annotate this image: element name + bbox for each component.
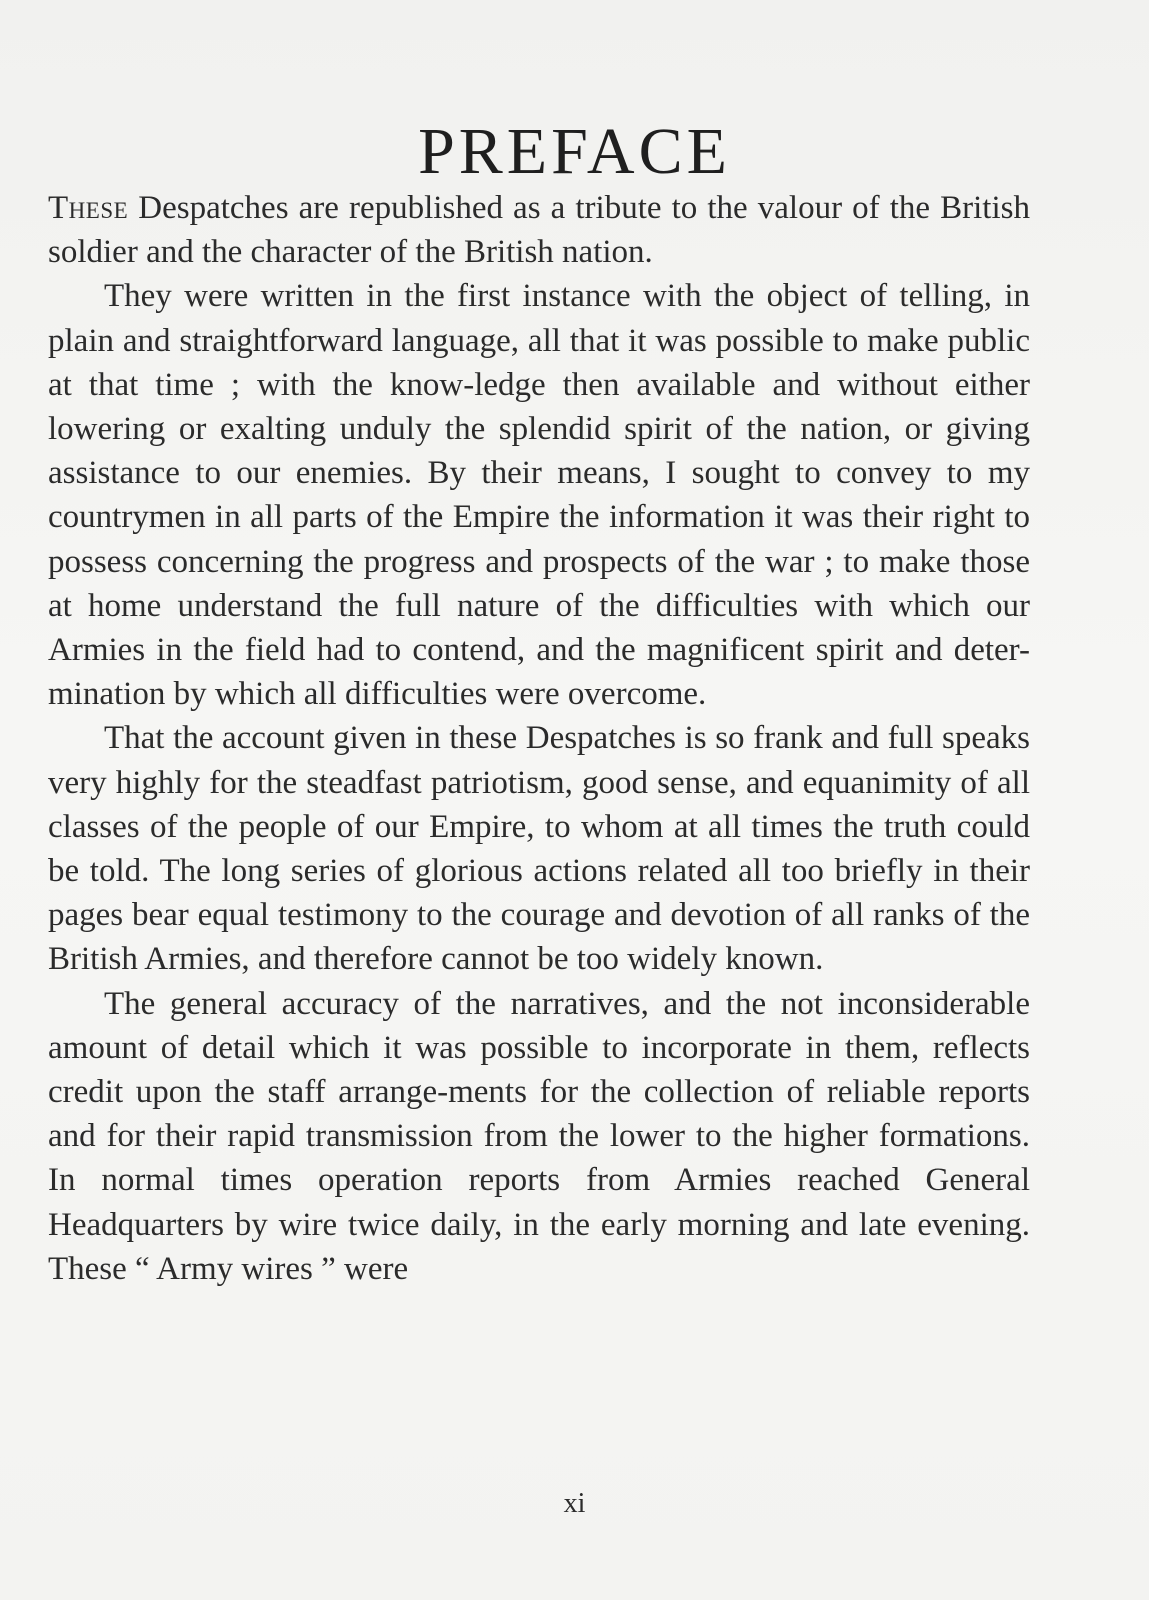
paragraph	[48, 982, 1030, 1291]
page-number: xi	[563, 1488, 586, 1519]
paragraph	[48, 186, 1030, 274]
paragraph-text: Despatches are republished as a tribute to the valour of the British soldier and the character of the British nation.	[48, 190, 1030, 271]
paragraph-text: They were written in the first instance with the object of telling, in plain and straightforward language, all that it was possible to make public at that time ; with the know-ledge then available and without either lowering or exalting unduly the splendid spirit of the nation, or giving assistance to our enemies. By their means, I sought to convey to my countrymen in all parts of the Empire the information it was their right to possess concerning the progress and prospects of the war ; to make those at home understand the full nature of the difficulties with which our Armies in the field had to contend, and the magnificent spirit and deter-mination by which all difficulties were overcome.	[48, 278, 1030, 713]
paragraph-lead-word: These	[48, 190, 129, 226]
paragraph	[48, 274, 1030, 716]
paragraph-text: The general accuracy of the narratives, and the not inconsiderable amount of detail which it was possible to incorporate in them, reflects credit upon the staff arrange-ments for the collection of reliable reports and for their rapid transmission from the lower to the higher formations. In normal times operation reports from Armies reached General Headquarters by wire twice daily, in the early morning and late evening. These “ Army wires ” were	[48, 985, 1030, 1287]
paragraph-text: That the account given in these Despatches is so frank and full speaks very highly for the steadfast patriotism, good sense, and equanimity of all classes of the people of our Empire, to whom at all times the truth could be told. The long series of glorious actions related all too briefly in their pages bear equal testimony to the courage and devotion of all ranks of the British Armies, and therefore cannot be too widely known.	[48, 720, 1030, 978]
page-title: PREFACE	[418, 115, 731, 189]
paragraph	[48, 716, 1030, 981]
preface-text	[48, 186, 1030, 1291]
